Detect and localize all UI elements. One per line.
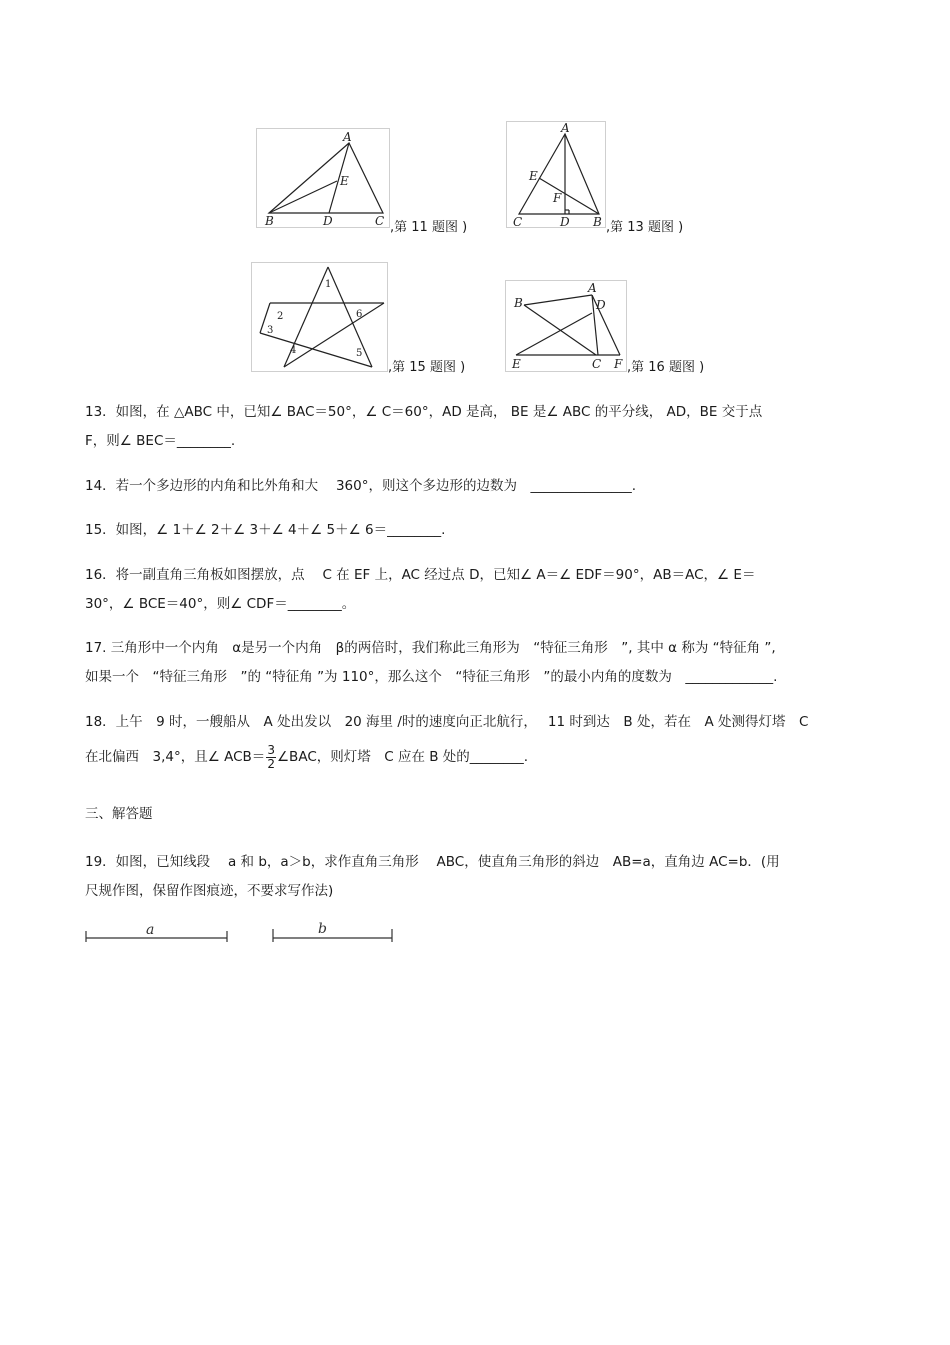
question-16-line-2: 30°，∠ BCE＝40°，则∠ CDF＝________。 [85,596,356,612]
fig16-label-B: B [514,296,523,310]
question-16 [85,561,865,619]
fig13-label-F: F [553,191,562,205]
question-18-line-2-post: ∠BAC，则灯塔 C 应在 B 处的________. [276,749,529,765]
section-3-title: 三、解答题 [85,806,153,822]
question-14-text: 14．若一个多边形的内角和比外角和大 360°，则这个多边形的边数为 _______________. [85,478,637,494]
segment-a-label: a [146,922,155,938]
fig13-label-D: D [560,215,570,227]
question-18-line-2-pre: 在北偏西 3,4°，且∠ ACB＝ [85,749,266,765]
question-17-line-2: 如果一个 “特征三角形 ”的 “特征角 ”为 110°，那么这个 “特征三角形 ”的最小内角的度数为 _____________. [85,669,778,685]
fig16-label-E: E [512,357,521,371]
question-16-line-1: 16．将一副直角三角板如图摆放，点 C 在 EF 上，AC 经过点 D，已知∠ A＝∠ EDF＝90°，AB＝AC，∠ E＝ [85,567,756,583]
figure-13 [506,121,606,228]
figure-15 [251,262,388,372]
fraction-numerator: 3 [267,742,275,757]
fraction-3-over-2 [266,744,276,771]
question-13-line-1: 13．如图，在 △ABC 中，已知∠ BAC＝50°，∠ C＝60°，AD 是高， BE 是∠ ABC 的平分线， AD，BE 交于点 [85,404,763,420]
fig15-label-4: 4 [290,345,297,356]
segment-b [271,918,395,944]
fig16-label-C: C [592,357,602,371]
segment-a [84,918,230,944]
fig15-label-3: 3 [267,325,274,336]
question-18-line-1: 18．上午 9 时，一艘船从 A 处出发以 20 海里 /时的速度向正北航行， 11 时到达 B 处，若在 A 处测得灯塔 C [85,714,809,730]
fig13-label-B: B [593,215,602,227]
fig11-label-B: B [265,214,274,227]
figure-11 [256,128,390,228]
fig15-label-6: 6 [356,309,363,320]
question-19-line-1: 19．如图，已知线段 a 和 b，a＞b，求作直角三角形 ABC，使直角三角形的斜边 AB=a，直角边 AC=b．(用 [85,854,780,870]
fig16-label-F: F [614,357,623,371]
question-19 [85,848,865,906]
question-17 [85,634,865,692]
fig16-label-A: A [588,281,597,295]
question-18 [85,708,865,772]
figure-11-caption: ,第 11 题图 ) [390,220,468,235]
fig15-label-5: 5 [356,348,363,359]
question-14 [85,472,865,501]
fig11-label-D: D [323,214,333,227]
question-18-line-2 [85,743,865,772]
fig11-label-E: E [340,174,349,188]
fig15-label-2: 2 [277,311,284,322]
segment-b-label: b [318,921,327,937]
question-19-line-2: 尺规作图，保留作图痕迹，不要求写作法) [85,883,334,899]
question-15 [85,516,865,545]
fig13-label-C: C [513,215,523,227]
question-15-text: 15．如图，∠ 1＋∠ 2＋∠ 3＋∠ 4＋∠ 5＋∠ 6＝________. [85,522,446,538]
fraction-denominator: 2 [267,756,275,771]
question-13 [85,398,865,456]
fig13-label-A: A [561,122,570,135]
figure-16-caption: ,第 16 题图 ) [627,360,705,375]
fig13-label-E: E [529,169,538,183]
fig11-label-C: C [375,214,385,227]
figure-16 [505,280,627,372]
fig15-label-1: 1 [325,279,332,290]
question-13-line-2: F，则∠ BEC＝________. [85,433,236,449]
fig16-label-D: D [596,298,606,312]
fig11-label-A: A [343,130,352,144]
question-17-line-1: 17. 三角形中一个内角 α是另一个内角 β的两倍时，我们称此三角形为 “特征三角形 ”, 其中 α 称为 “特征角 ”, [85,640,776,656]
figure-13-caption: ,第 13 题图 ) [606,220,684,235]
figure-15-caption: ,第 15 题图 ) [388,360,466,375]
